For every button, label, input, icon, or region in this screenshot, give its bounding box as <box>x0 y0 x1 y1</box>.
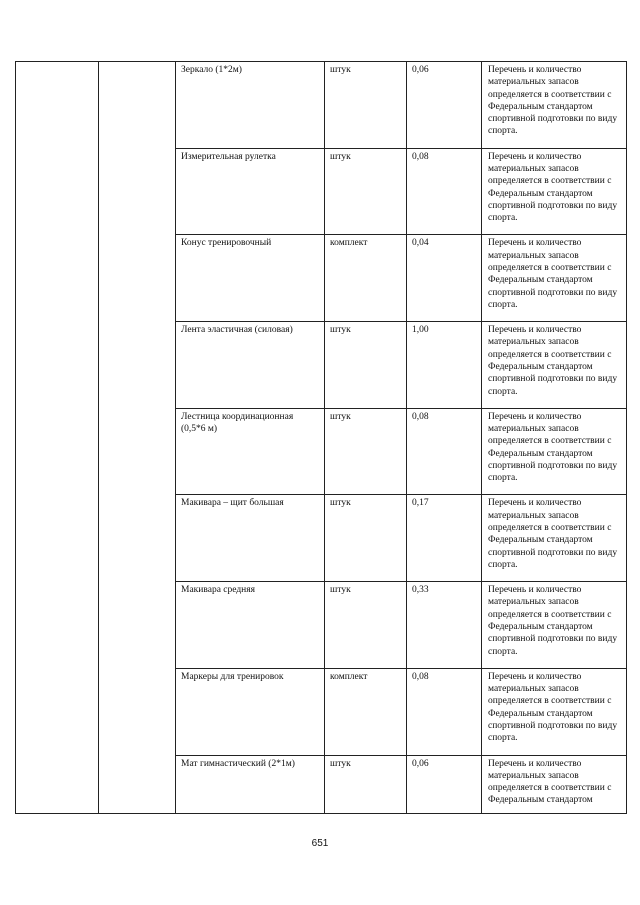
item-name-cell: Зеркало (1*2м) <box>176 62 325 149</box>
note-cell: Перечень и количество материальных запасов определяется в соответствии с Федеральным стандартом спортивной подготовки по виду спорта. <box>482 62 627 149</box>
unit-cell: штук <box>325 495 407 582</box>
unit-cell: комплект <box>325 668 407 755</box>
unit-cell: комплект <box>325 235 407 322</box>
item-name-cell: Макивара средняя <box>176 582 325 669</box>
table-row <box>16 62 627 149</box>
note-cell: Перечень и количество материальных запасов определяется в соответствии с Федеральным стандартом спортивной подготовки по виду спорта. <box>482 495 627 582</box>
quantity-cell: 0,06 <box>407 62 482 149</box>
page-number: 651 <box>311 838 329 849</box>
unit-cell: штук <box>325 755 407 813</box>
quantity-cell: 0,17 <box>407 495 482 582</box>
item-name-cell: Мат гимнастический (2*1м) <box>176 755 325 813</box>
quantity-cell: 0,08 <box>407 668 482 755</box>
note-cell: Перечень и количество материальных запасов определяется в соответствии с Федеральным стандартом спортивной подготовки по виду спорта. <box>482 148 627 235</box>
merged-cell-col1 <box>16 62 99 814</box>
item-name-cell: Лестница координационная (0,5*6 м) <box>176 408 325 495</box>
item-name-cell: Макивара – щит большая <box>176 495 325 582</box>
unit-cell: штук <box>325 62 407 149</box>
note-cell: Перечень и количество материальных запасов определяется в соответствии с Федеральным стандартом спортивной подготовки по виду спорта. <box>482 668 627 755</box>
item-name-cell: Лента эластичная (силовая) <box>176 322 325 409</box>
item-name-cell: Конус тренировочный <box>176 235 325 322</box>
item-name-cell: Маркеры для тренировок <box>176 668 325 755</box>
unit-cell: штук <box>325 408 407 495</box>
note-cell: Перечень и количество материальных запасов определяется в соответствии с Федеральным стандартом спортивной подготовки по виду спорта. <box>482 235 627 322</box>
quantity-cell: 1,00 <box>407 322 482 409</box>
note-cell: Перечень и количество материальных запасов определяется в соответствии с Федеральным стандартом спортивной подготовки по виду спорта. <box>482 322 627 409</box>
note-cell: Перечень и количество материальных запасов определяется в соответствии с Федеральным стандартом спортивной подготовки по виду спорта. <box>482 408 627 495</box>
unit-cell: штук <box>325 148 407 235</box>
quantity-cell: 0,08 <box>407 148 482 235</box>
merged-cell-col2 <box>99 62 176 814</box>
note-cell: Перечень и количество материальных запасов определяется в соответствии с Федеральным стандартом <box>482 755 627 813</box>
quantity-cell: 0,08 <box>407 408 482 495</box>
item-name-cell: Измерительная рулетка <box>176 148 325 235</box>
quantity-cell: 0,06 <box>407 755 482 813</box>
unit-cell: штук <box>325 582 407 669</box>
equipment-table <box>15 61 627 814</box>
unit-cell: штук <box>325 322 407 409</box>
note-cell: Перечень и количество материальных запасов определяется в соответствии с Федеральным стандартом спортивной подготовки по виду спорта. <box>482 582 627 669</box>
quantity-cell: 0,33 <box>407 582 482 669</box>
quantity-cell: 0,04 <box>407 235 482 322</box>
